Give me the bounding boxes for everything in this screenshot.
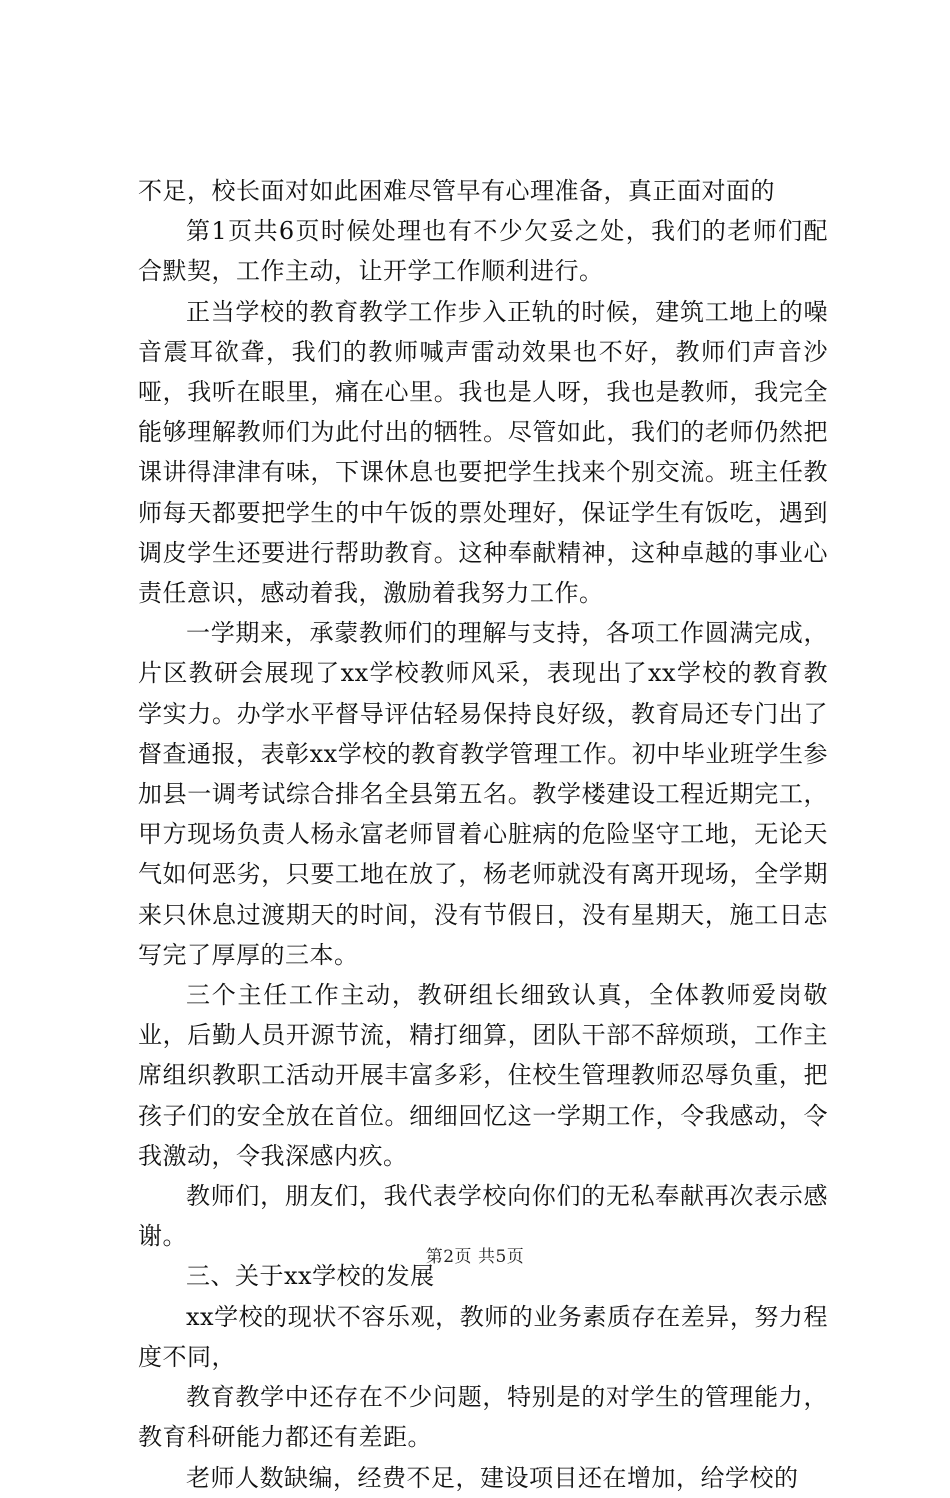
paragraph-5: 三个主任工作主动，教研组长细致认真，全体教师爱岗敬业，后勤人员开源节流，精打细算，团队干部不辞烦琐，工作主席组织教职工活动开展丰富多彩，住校生管理教师忍辱负重，把孩子们的安全放在首位。细细回忆这一学期工作，令我感动，令我激动，令我深感内疚。 bbox=[138, 981, 828, 1170]
paragraph-2: 第1页共6页时候处理也有不少欠妥之处，我们的老师们配合默契，工作主动，让开学工作顺利进行。 bbox=[138, 217, 828, 286]
paragraph-4: 一学期来，承蒙教师们的理解与支持，各项工作圆满完成，片区教研会展现了xx学校教师风采，表现出了xx学校的教育教学实力。办学水平督导评估轻易保持良好级，教育局还专门出了督查通报，表彰xx学校的教育教学管理工作。初中毕业班学生参加县一调考试综合排名全县第五名。教学楼建设工程近期完工，甲方现场负责人杨永富老师冒着心脏病的危险坚守工地，无论天气如何恶劣，只要工地在放了，杨老师就没有离开现场，全学期来只休息过渡期天的时间，没有节假日，没有星期天，施工日志写完了厚厚的三本。 bbox=[138, 619, 828, 969]
document-body bbox=[138, 171, 828, 1498]
paragraph-9: 老师人数缺编，经费不足，建设项目还在增加，给学校的 bbox=[186, 1463, 799, 1492]
page-footer: 第2页 共5页 bbox=[425, 1247, 525, 1267]
paragraph-6: 教师们，朋友们，我代表学校向你们的无私奉献再次表示感谢。 bbox=[138, 1182, 828, 1251]
paragraph-1: 不足，校长面对如此困难尽管早有心理准备，真正面对面的 bbox=[138, 177, 775, 205]
paragraph-3: 正当学校的教育教学工作步入正轨的时候，建筑工地上的噪音震耳欲聋，我们的教师喊声雷动效果也不好，教师们声音沙哑，我听在眼里，痛在心里。我也是人呀，我也是教师，我完全能够理解教师们为此付出的牺牲。尽管如此，我们的老师仍然把课讲得津津有味，下课休息也要把学生找来个别交流。班主任教师每天都要把学生的中午饭的票处理好，保证学生有饭吃，遇到调皮学生还要进行帮助教育。这种奉献精神，这种卓越的事业心责任意识，感动着我，激励着我努力工作。 bbox=[138, 297, 828, 608]
paragraph-7: xx学校的现状不容乐观，教师的业务素质存在差异，努力程度不同， bbox=[138, 1302, 828, 1371]
section-heading: 三、关于xx学校的发展 bbox=[186, 1262, 435, 1291]
paragraph-8: 教育教学中还存在不少问题，特别是的对学生的管理能力，教育科研能力都还有差距。 bbox=[138, 1383, 828, 1452]
